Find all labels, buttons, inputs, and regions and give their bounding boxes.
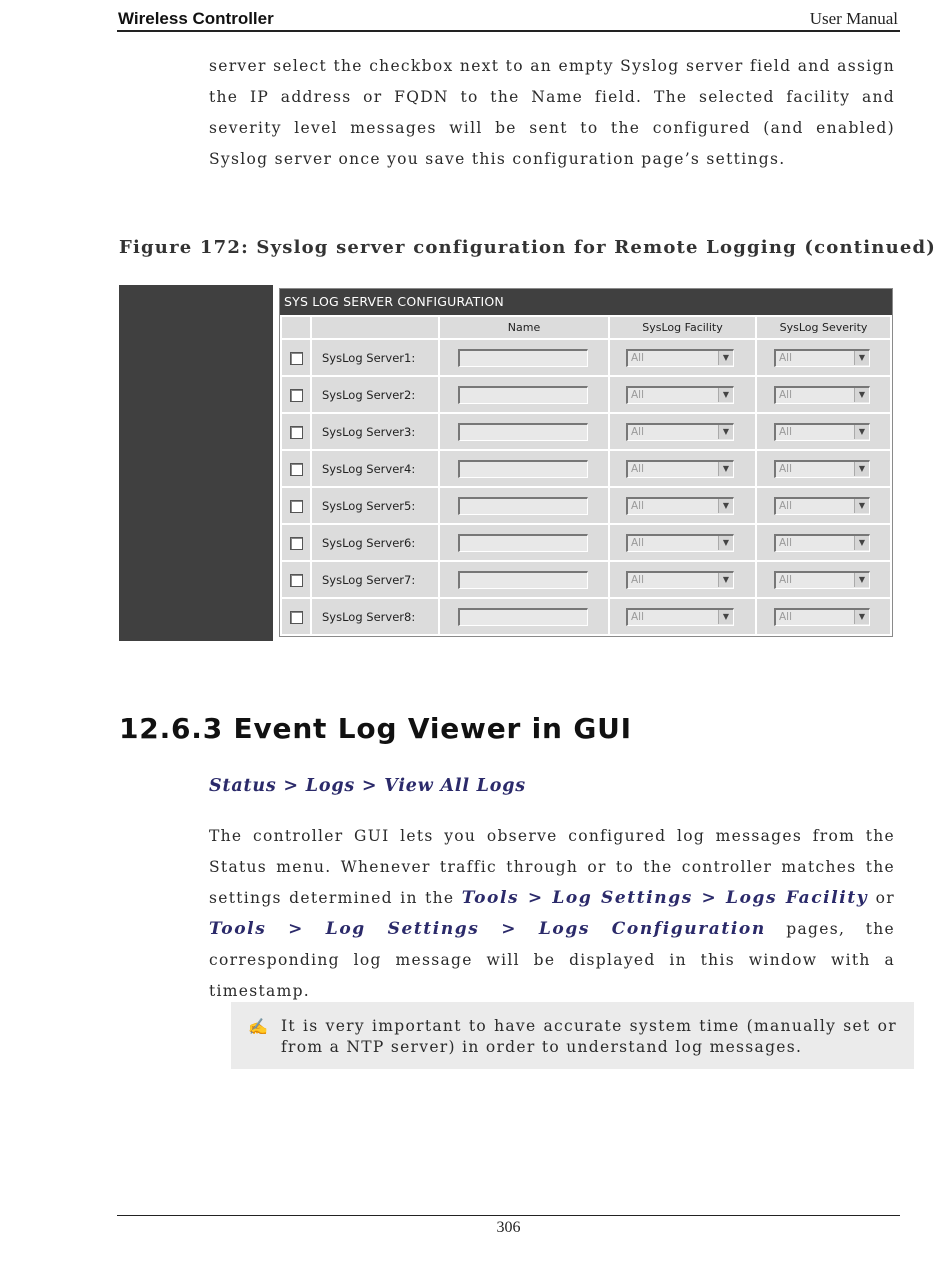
- name-cell: [440, 340, 608, 375]
- table-row: [282, 414, 890, 449]
- name-cell: [440, 414, 608, 449]
- facility-select[interactable]: [626, 534, 734, 552]
- header-cell-severity: SysLog Severity: [757, 317, 890, 338]
- syslog-server-table: [280, 315, 892, 636]
- checkbox-cell: [282, 414, 310, 449]
- facility-select[interactable]: [626, 349, 734, 367]
- section-heading: 12.6.3 Event Log Viewer in GUI: [119, 712, 632, 745]
- checkbox-cell: [282, 377, 310, 412]
- syslog-config-figure: [119, 285, 892, 641]
- facility-value: All: [631, 425, 645, 438]
- chevron-down-icon[interactable]: ▼: [718, 425, 733, 439]
- facility-cell: [610, 451, 755, 486]
- chevron-down-icon[interactable]: ▼: [718, 536, 733, 550]
- facility-select[interactable]: [626, 423, 734, 441]
- facility-cell: [610, 562, 755, 597]
- body-text-or: or: [868, 889, 895, 907]
- header-product-title: Wireless Controller: [118, 9, 274, 28]
- body-text-1: The controller GUI lets you observe configured log messages from the Status menu. Whenever traffic through or to the controller matches the settings determined in the: [209, 827, 895, 907]
- figure-caption: Figure 172: Syslog server configuration for Remote Logging (continued): [119, 237, 937, 258]
- severity-value: All: [779, 388, 793, 401]
- severity-cell: [757, 599, 890, 634]
- facility-cell: [610, 414, 755, 449]
- table-row: [282, 562, 890, 597]
- name-cell: [440, 562, 608, 597]
- severity-select[interactable]: [774, 423, 870, 441]
- server-name-input[interactable]: [458, 497, 588, 515]
- severity-cell: [757, 377, 890, 412]
- severity-value: All: [779, 462, 793, 475]
- chevron-down-icon[interactable]: ▼: [854, 388, 869, 402]
- severity-select[interactable]: [774, 608, 870, 626]
- facility-cell: [610, 525, 755, 560]
- server-enable-checkbox[interactable]: [290, 352, 303, 365]
- table-row: [282, 488, 890, 523]
- server-label: SysLog Server4:: [312, 451, 438, 486]
- severity-select[interactable]: [774, 534, 870, 552]
- chevron-down-icon[interactable]: ▼: [718, 351, 733, 365]
- server-enable-checkbox[interactable]: [290, 537, 303, 550]
- checkbox-cell: [282, 488, 310, 523]
- chevron-down-icon[interactable]: ▼: [854, 462, 869, 476]
- facility-cell: [610, 377, 755, 412]
- checkbox-cell: [282, 525, 310, 560]
- chevron-down-icon[interactable]: ▼: [854, 425, 869, 439]
- chevron-down-icon[interactable]: ▼: [854, 499, 869, 513]
- chevron-down-icon[interactable]: ▼: [854, 573, 869, 587]
- severity-select[interactable]: [774, 571, 870, 589]
- navigation-path: Status > Logs > View All Logs: [209, 776, 526, 796]
- facility-select[interactable]: [626, 386, 734, 404]
- table-row: [282, 340, 890, 375]
- server-label: SysLog Server7:: [312, 562, 438, 597]
- server-label: SysLog Server5:: [312, 488, 438, 523]
- severity-value: All: [779, 351, 793, 364]
- server-label: SysLog Server6:: [312, 525, 438, 560]
- intro-paragraph: server select the checkbox next to an empty Syslog server field and assign the IP address or FQDN to the Name field. The selected facility and severity level messages will be sent to the configured (and enabled) Syslog server once you save this configuration page’s settings.: [209, 57, 895, 168]
- table-row: [282, 451, 890, 486]
- server-label: SysLog Server2:: [312, 377, 438, 412]
- severity-cell: [757, 340, 890, 375]
- facility-value: All: [631, 610, 645, 623]
- chevron-down-icon[interactable]: ▼: [854, 351, 869, 365]
- table-header-row: [282, 317, 890, 338]
- severity-value: All: [779, 573, 793, 586]
- page-number: 306: [496, 1219, 521, 1236]
- facility-value: All: [631, 351, 645, 364]
- server-enable-checkbox[interactable]: [290, 574, 303, 587]
- section-body: [209, 821, 895, 1007]
- facility-cell: [610, 488, 755, 523]
- server-name-input[interactable]: [458, 571, 588, 589]
- facility-select[interactable]: [626, 608, 734, 626]
- server-enable-checkbox[interactable]: [290, 426, 303, 439]
- path-reference-configuration: Tools > Log Settings > Logs Configuration: [209, 919, 766, 939]
- severity-select[interactable]: [774, 386, 870, 404]
- syslog-config-panel: [279, 288, 893, 637]
- checkbox-cell: [282, 599, 310, 634]
- page-footer: [117, 1215, 900, 1236]
- severity-select[interactable]: [774, 497, 870, 515]
- server-label: SysLog Server1:: [312, 340, 438, 375]
- facility-select[interactable]: [626, 460, 734, 478]
- chevron-down-icon[interactable]: ▼: [854, 536, 869, 550]
- checkbox-cell: [282, 340, 310, 375]
- checkbox-cell: [282, 562, 310, 597]
- name-cell: [440, 488, 608, 523]
- path-reference-facility: Tools > Log Settings > Logs Facility: [461, 888, 869, 908]
- facility-select[interactable]: [626, 571, 734, 589]
- chevron-down-icon[interactable]: ▼: [718, 499, 733, 513]
- body-text-2: pages, the corresponding log message will be displayed in this window with a timestamp.: [209, 920, 895, 1000]
- severity-value: All: [779, 610, 793, 623]
- severity-cell: [757, 451, 890, 486]
- header-doc-title: User Manual: [809, 9, 898, 28]
- pen-icon: ✍: [248, 1017, 268, 1036]
- facility-value: All: [631, 388, 645, 401]
- facility-value: All: [631, 462, 645, 475]
- facility-value: All: [631, 573, 645, 586]
- server-name-input[interactable]: [458, 460, 588, 478]
- header-cell-name: Name: [440, 317, 608, 338]
- facility-cell: [610, 599, 755, 634]
- name-cell: [440, 377, 608, 412]
- chevron-down-icon[interactable]: ▼: [718, 462, 733, 476]
- severity-cell: [757, 414, 890, 449]
- server-label: SysLog Server8:: [312, 599, 438, 634]
- server-enable-checkbox[interactable]: [290, 500, 303, 513]
- chevron-down-icon[interactable]: ▼: [854, 610, 869, 624]
- header-cell-checkbox: [282, 317, 310, 338]
- severity-select[interactable]: [774, 460, 870, 478]
- panel-title: SYS LOG SERVER CONFIGURATION: [280, 289, 892, 315]
- name-cell: [440, 599, 608, 634]
- server-enable-checkbox[interactable]: [290, 389, 303, 402]
- name-cell: [440, 525, 608, 560]
- server-label: SysLog Server3:: [312, 414, 438, 449]
- server-enable-checkbox[interactable]: [290, 611, 303, 624]
- figure-sidebar: [119, 285, 273, 641]
- severity-value: All: [779, 536, 793, 549]
- name-cell: [440, 451, 608, 486]
- server-name-input[interactable]: [458, 534, 588, 552]
- facility-cell: [610, 340, 755, 375]
- server-name-input[interactable]: [458, 386, 588, 404]
- server-name-input[interactable]: [458, 423, 588, 441]
- severity-value: All: [779, 499, 793, 512]
- severity-select[interactable]: [774, 349, 870, 367]
- facility-value: All: [631, 536, 645, 549]
- table-row: [282, 377, 890, 412]
- table-row: [282, 525, 890, 560]
- chevron-down-icon[interactable]: ▼: [718, 573, 733, 587]
- table-row: [282, 599, 890, 634]
- header-cell-facility: SysLog Facility: [610, 317, 755, 338]
- checkbox-cell: [282, 451, 310, 486]
- facility-select[interactable]: [626, 497, 734, 515]
- severity-cell: [757, 488, 890, 523]
- facility-value: All: [631, 499, 645, 512]
- chevron-down-icon[interactable]: ▼: [718, 388, 733, 402]
- note-text: It is very important to have accurate system time (manually set or from a NTP server) in order to understand log messages.: [281, 1017, 897, 1056]
- header-cell-label: [312, 317, 438, 338]
- severity-value: All: [779, 425, 793, 438]
- note-box: [231, 1002, 914, 1069]
- chevron-down-icon[interactable]: ▼: [718, 610, 733, 624]
- severity-cell: [757, 562, 890, 597]
- page-header: [117, 8, 900, 32]
- severity-cell: [757, 525, 890, 560]
- server-enable-checkbox[interactable]: [290, 463, 303, 476]
- server-name-input[interactable]: [458, 349, 588, 367]
- server-name-input[interactable]: [458, 608, 588, 626]
